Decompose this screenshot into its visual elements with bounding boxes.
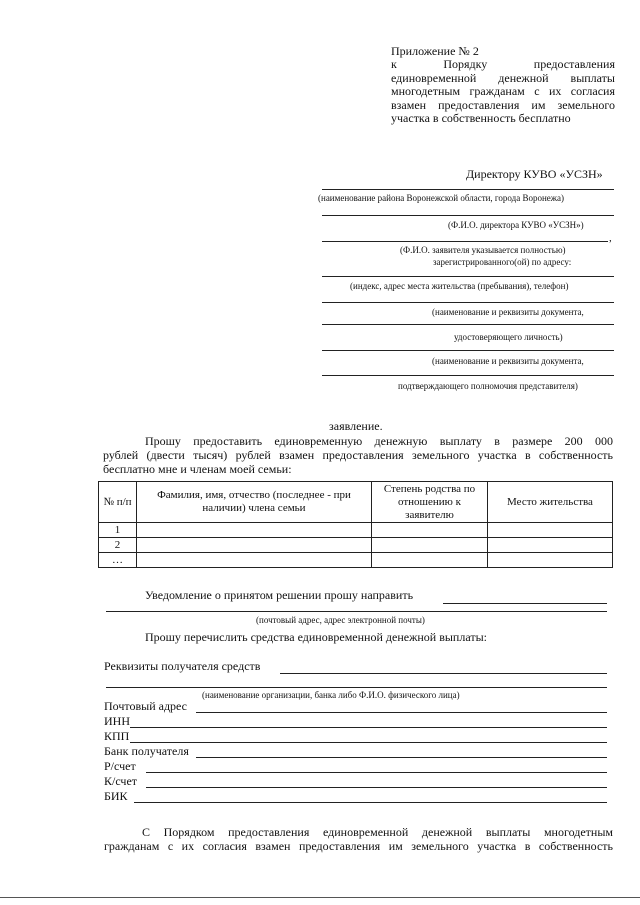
statement-line: бесплатно мне и членам моей семьи:	[103, 462, 292, 476]
name-cell[interactable]	[137, 553, 372, 568]
relation-cell[interactable]	[372, 538, 488, 553]
header-line: взамен предоставления им земельного	[391, 97, 615, 112]
addressee-title: Директору КУВО «УСЗН»	[466, 167, 603, 181]
table-row	[99, 553, 613, 568]
transfer-text: Прошу перечислить средства единовременной денежной выплаты:	[145, 630, 487, 644]
bank-line[interactable]	[196, 757, 607, 758]
notice-caption: (почтовый адрес, адрес электронной почты)	[256, 615, 425, 625]
row-number: 1	[99, 523, 137, 538]
name-cell[interactable]	[137, 538, 372, 553]
rs-label: Р/счет	[104, 759, 136, 773]
col-header-number: № п/п	[99, 482, 137, 523]
id-doc-line-2	[322, 324, 614, 325]
consent-line: гражданам с их согласия взамен предоставления им земельного участка в собственность	[104, 839, 613, 853]
postal-address-label: Почтовый адрес	[104, 699, 188, 713]
bank-label: Банк получателя	[104, 744, 189, 758]
rep-doc-line	[322, 350, 614, 351]
director-line	[322, 215, 614, 216]
table-row	[99, 538, 613, 553]
rep-doc-caption-2: подтверждающего полномочия представителя)	[398, 381, 578, 391]
header-line: многодетным гражданам с их согласия	[391, 84, 615, 99]
kpp-line[interactable]	[130, 742, 607, 743]
row-number: …	[99, 553, 137, 568]
notice-text: Уведомление о принятом решении прошу направить	[145, 588, 414, 602]
kpp-label: КПП	[104, 729, 130, 743]
notice-line-2[interactable]	[106, 611, 607, 612]
applicant-line	[322, 241, 608, 242]
family-members-table	[98, 481, 613, 568]
table-row	[99, 523, 613, 538]
district-caption: (наименование района Воронежской области, города Воронежа)	[318, 193, 564, 203]
relation-cell[interactable]	[372, 553, 488, 568]
address-caption: (индекс, адрес места жительства (пребывания), телефон)	[350, 281, 569, 291]
table-header-row	[99, 482, 613, 523]
statement-text	[103, 434, 613, 476]
appendix-header	[391, 45, 615, 125]
statement-line: Прошу предоставить единовременную денежную выплату в размере 200 000	[145, 434, 613, 448]
registered-caption: зарегистрированного(ой) по адресу:	[433, 257, 572, 267]
inn-label: ИНН	[104, 714, 130, 728]
header-line: к Порядку предоставления	[391, 57, 615, 72]
ks-label: К/счет	[104, 774, 138, 788]
consent-line: С Порядком предоставления единовременной денежной выплаты многодетным	[142, 825, 613, 839]
header-line: участка в собственность бесплатно	[391, 111, 571, 126]
rep-doc-line-2	[322, 375, 614, 376]
inn-line[interactable]	[130, 727, 607, 728]
requisites-caption: (наименование организации, банка либо Ф.И.О. физического лица)	[202, 690, 460, 700]
rep-doc-caption: (наименование и реквизиты документа,	[432, 356, 584, 366]
district-line	[322, 189, 614, 190]
col-header-name: Фамилия, имя, отчество (последнее - при наличии) члена семьи	[137, 482, 372, 523]
requisites-line-2[interactable]	[106, 687, 607, 688]
statement-title: заявление.	[329, 419, 383, 433]
notice-line[interactable]	[443, 603, 607, 604]
name-cell[interactable]	[137, 523, 372, 538]
director-caption: (Ф.И.О. директора КУВО «УСЗН»)	[448, 220, 584, 230]
statement-line: рублей (двести тысяч) рублей взамен предоставления земельного участка в собственность	[103, 448, 613, 462]
col-header-relation: Степень родства по отношению к заявителю	[372, 482, 488, 523]
col-header-residence: Место жительства	[488, 482, 613, 523]
id-doc-line	[322, 302, 614, 303]
residence-cell[interactable]	[488, 553, 613, 568]
requisites-line[interactable]	[280, 673, 607, 674]
row-number: 2	[99, 538, 137, 553]
residence-cell[interactable]	[488, 523, 613, 538]
applicant-comma: ,	[609, 232, 612, 244]
relation-cell[interactable]	[372, 523, 488, 538]
consent-paragraph	[104, 825, 613, 853]
id-doc-caption: (наименование и реквизиты документа,	[432, 307, 584, 317]
requisites-title: Реквизиты получателя средств	[104, 659, 261, 673]
postal-address-line[interactable]	[196, 712, 607, 713]
header-line: единовременной денежной выплаты	[391, 70, 615, 85]
bik-line[interactable]	[134, 802, 607, 803]
id-doc-caption-2: удостоверяющего личность)	[454, 332, 563, 342]
bik-label: БИК	[104, 789, 128, 803]
rs-line[interactable]	[146, 772, 607, 773]
ks-line[interactable]	[146, 787, 607, 788]
page-edge-line	[0, 897, 640, 898]
appendix-number: Приложение № 2	[391, 44, 479, 58]
residence-cell[interactable]	[488, 538, 613, 553]
address-line	[322, 276, 614, 277]
applicant-caption: (Ф.И.О. заявителя указывается полностью)	[400, 245, 566, 255]
